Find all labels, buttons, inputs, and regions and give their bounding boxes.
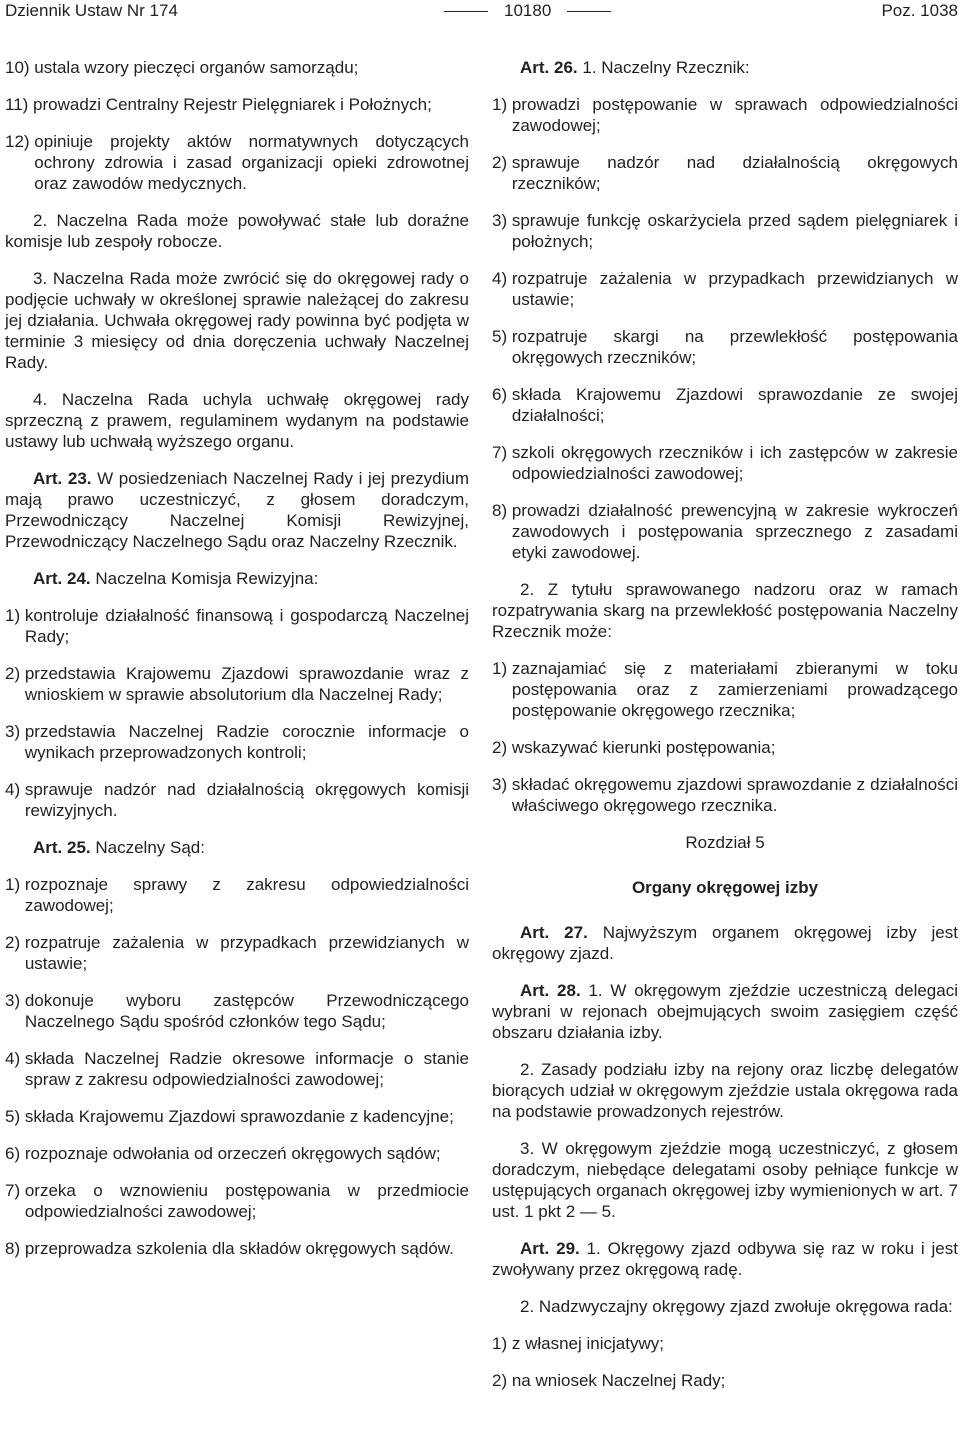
art29-p2-list	[492, 1333, 958, 1391]
article-label: Art. 23.	[33, 469, 92, 488]
item-number: 1)	[492, 659, 512, 678]
article-label: Art. 27.	[520, 923, 588, 942]
item-text: dokonuje wyboru zastępców Przewodniczącego Naczelnego Sądu spośród członków tego Sądu;	[24, 991, 469, 1031]
article-29-paragraph-2: 2. Nadzwyczajny okręgowy zjazd zwołuje okręgowa rada:	[520, 1297, 953, 1316]
article-28-paragraph-3: 3. W okręgowym zjeździe mogą uczestniczyć, z głosem doradczym, niebędące delegatami osoby pełniące funkcje w ustępujących organach okręgowej izby wymienionych w art. 7 ust. 1 pkt 2 — 5.	[492, 1139, 958, 1221]
left-column	[5, 57, 469, 1275]
item-number: 4)	[5, 1049, 25, 1068]
list-item	[5, 932, 469, 974]
item-text: prowadzi działalność prewencyjną w zakresie wykroczeń zawodowych i postępowania sprzecznego z zasadami etyki zawodowej.	[511, 501, 958, 562]
item-number: 7)	[5, 1181, 25, 1200]
item-number: 4)	[492, 269, 512, 288]
item-number: 7)	[492, 443, 512, 462]
item-text: kontroluje działalność finansową i gospodarczą Naczelnej Rady;	[24, 606, 469, 646]
item-text: rozpatruje zażalenia w przypadkach przewidzianych w ustawie;	[24, 933, 469, 973]
item-text: wskazywać kierunki postępowania;	[511, 738, 776, 757]
list-item	[492, 1333, 958, 1354]
item-text: prowadzi postępowanie w sprawach odpowiedzialności zawodowej;	[511, 95, 958, 135]
item-number: 5)	[5, 1107, 25, 1126]
list-item	[492, 384, 958, 426]
item-text: rozpatruje skargi na przewlekłość postępowania okręgowych rzeczników;	[511, 327, 958, 367]
list-item	[492, 658, 958, 721]
list-item	[5, 990, 469, 1032]
item-number: 2)	[5, 664, 25, 683]
art26-p2-list	[492, 658, 958, 816]
item-text: prowadzi Centralny Rejestr Pielęgniarek i Położnych;	[33, 95, 432, 114]
article-28-paragraph-2: 2. Zasady podziału izby na rejony oraz liczbę delegatów biorących udział w okręgowym zjeździe ustala okręgowa rada na podstawie prowadzonych rejestrów.	[492, 1060, 958, 1121]
art24-list	[5, 605, 469, 821]
paragraph-4: 4. Naczelna Rada uchyla uchwałę okręgowej rady sprzeczną z prawem, regulaminem wydanym na podstawie ustawy lub uchwałą wyższego organu.	[5, 390, 469, 451]
article-text: Najwyższym organem okręgowej izby jest okręgowy zjazd.	[492, 923, 958, 963]
item-text: na wniosek Naczelnej Rady;	[511, 1371, 726, 1390]
item-number: 8)	[492, 501, 512, 520]
article-28	[492, 980, 958, 1043]
item-number: 3)	[492, 775, 512, 794]
article-label: Art. 29.	[520, 1239, 580, 1258]
item-text: rozpoznaje sprawy z zakresu odpowiedzialności zawodowej;	[24, 875, 469, 915]
list-item	[5, 663, 469, 705]
article-text: 1. Okręgowy zjazd odbywa się raz w roku i jest zwoływany przez okręgową radę.	[492, 1239, 958, 1279]
item-text: składa Krajowemu Zjazdowi sprawozdanie ze swojej działalności;	[511, 385, 958, 425]
list-item	[5, 779, 469, 821]
article-27	[492, 922, 958, 964]
article-25	[5, 837, 469, 858]
list-item	[492, 268, 958, 310]
list-item	[492, 442, 958, 484]
list-item	[5, 1238, 469, 1259]
item-number: 1)	[5, 875, 25, 894]
list-item	[5, 605, 469, 647]
item-number: 2)	[5, 933, 25, 952]
item-number: 4)	[5, 780, 25, 799]
item-number: 6)	[5, 1144, 25, 1163]
list-item	[492, 94, 958, 136]
list-item	[5, 874, 469, 916]
article-text: 1. Naczelny Rzecznik:	[577, 58, 750, 77]
list-item	[5, 721, 469, 763]
article-text: Naczelna Komisja Rewizyjna:	[90, 569, 319, 588]
list-item	[492, 326, 958, 368]
article-29	[492, 1238, 958, 1280]
list-item	[5, 94, 469, 115]
item-number: 3)	[5, 722, 25, 741]
art26-list	[492, 94, 958, 563]
list-item	[5, 1048, 469, 1090]
item-text: opiniuje projekty aktów normatywnych dotyczących ochrony zdrowia i zasad organizacji opieki zdrowotnej oraz zawodów medycznych.	[34, 132, 469, 193]
list-item	[492, 1370, 958, 1391]
item-number: 2)	[492, 1371, 512, 1390]
item-text: sprawuje nadzór nad działalnością okręgowych rzeczników;	[511, 153, 958, 193]
item-text: sprawuje funkcję oskarżyciela przed sądem pielęgniarek i położnych;	[511, 211, 958, 251]
paragraph-3: 3. Naczelna Rada może zwrócić się do okręgowej rady o podjęcie uchwały w określonej sprawie należącej do zakresu jej działania. Uchwała okręgowej rady powinna być podjęta w terminie 3 miesięcy od dnia doręczenia uchwały Naczelnej Rady.	[5, 269, 469, 372]
item-text: składa Krajowemu Zjazdowi sprawozdanie z kadencyjne;	[24, 1107, 454, 1126]
page-header	[0, 0, 960, 24]
list-item	[5, 57, 469, 78]
item-number: 10)	[5, 58, 35, 77]
list-item	[492, 737, 958, 758]
item-number: 3)	[492, 211, 512, 230]
item-number: 5)	[492, 327, 512, 346]
item-number: 12)	[5, 132, 35, 151]
page-number: 10180	[428, 0, 627, 21]
right-column	[492, 57, 958, 1407]
list-item	[5, 1180, 469, 1222]
article-label: Art. 24.	[33, 569, 91, 588]
article-text: Naczelny Sąd:	[90, 838, 205, 857]
list-item	[492, 210, 958, 252]
item-number: 1)	[492, 95, 512, 114]
list-item	[492, 500, 958, 563]
list-a	[5, 57, 469, 194]
list-item	[5, 1143, 469, 1164]
item-text: rozpoznaje odwołania od orzeczeń okręgowych sądów;	[24, 1144, 441, 1163]
item-text: z własnej inicjatywy;	[511, 1334, 664, 1353]
item-number: 6)	[492, 385, 512, 404]
article-text: W posiedzeniach Naczelnej Rady i jej prezydium mają prawo uczestniczyć, z głosem doradczym, Przewodniczący Naczelnej Komisji Rewizyjnej, Przewodniczący Naczelnego Sądu oraz Naczelny Rzecznik.	[5, 469, 469, 551]
article-26	[492, 57, 958, 78]
item-number: 1)	[5, 606, 25, 625]
journal-title: Dziennik Ustaw Nr 174	[5, 1, 178, 20]
position-number: Poz. 1038	[881, 1, 958, 20]
item-text: składa Naczelnej Radzie okresowe informacje o stanie spraw z zakresu odpowiedzialności zawodowej;	[24, 1049, 469, 1089]
list-item	[5, 131, 469, 194]
item-text: przeprowadza szkolenia dla składów okręgowych sądów.	[24, 1239, 454, 1258]
item-text: zaznajamiać się z materiałami zbieranymi w toku postępowania oraz z zamierzeniami prowadzącego postępowanie okręgowego rzecznika;	[511, 659, 958, 720]
article-23	[5, 468, 469, 552]
chapter-title: Organy okręgowej izby	[631, 878, 819, 897]
article-24	[5, 568, 469, 589]
article-label: Art. 25.	[33, 838, 91, 857]
item-number: 8)	[5, 1239, 25, 1258]
list-item	[492, 774, 958, 816]
item-text: przedstawia Naczelnej Radzie corocznie informacje o wynikach przeprowadzonych kontroli;	[24, 722, 469, 762]
chapter-number: Rozdział 5	[685, 833, 765, 852]
item-text: rozpatruje zażalenia w przypadkach przewidzianych w ustawie;	[511, 269, 958, 309]
list-item	[5, 1106, 469, 1127]
item-number: 1)	[492, 1334, 512, 1353]
article-label: Art. 28.	[520, 981, 581, 1000]
item-number: 11)	[5, 95, 34, 114]
article-text: 1. W okręgowym zjeździe uczestniczą delegaci wybrani w rejonach obejmujących swoim zasięgiem część obszaru działania izby.	[492, 981, 958, 1042]
paragraph-2: 2. Naczelna Rada może powoływać stałe lub doraźne komisje lub zespoły robocze.	[5, 211, 469, 251]
item-number: 2)	[492, 153, 512, 172]
item-text: składać okręgowemu zjazdowi sprawozdanie z działalności właściwego okręgowego rzecznika.	[511, 775, 958, 815]
item-text: szkoli okręgowych rzeczników i ich zastępców w zakresie odpowiedzialności zawodowej;	[511, 443, 958, 483]
article-label: Art. 26.	[520, 58, 578, 77]
item-number: 3)	[5, 991, 25, 1010]
art25-list	[5, 874, 469, 1259]
item-text: ustala wzory pieczęci organów samorządu;	[34, 58, 359, 77]
article-26-paragraph-2: 2. Z tytułu sprawowanego nadzoru oraz w ramach rozpatrywania skarg na przewlekłość postępowania Naczelny Rzecznik może:	[492, 580, 958, 641]
item-text: sprawuje nadzór nad działalnością okręgowych komisji rewizyjnych.	[24, 780, 469, 820]
item-number: 2)	[492, 738, 512, 757]
item-text: przedstawia Krajowemu Zjazdowi sprawozdanie wraz z wnioskiem w sprawie absolutorium dla Naczelnej Rady;	[24, 664, 469, 704]
item-text: orzeka o wznowieniu postępowania w przedmiocie odpowiedzialności zawodowej;	[24, 1181, 469, 1221]
list-item	[492, 152, 958, 194]
